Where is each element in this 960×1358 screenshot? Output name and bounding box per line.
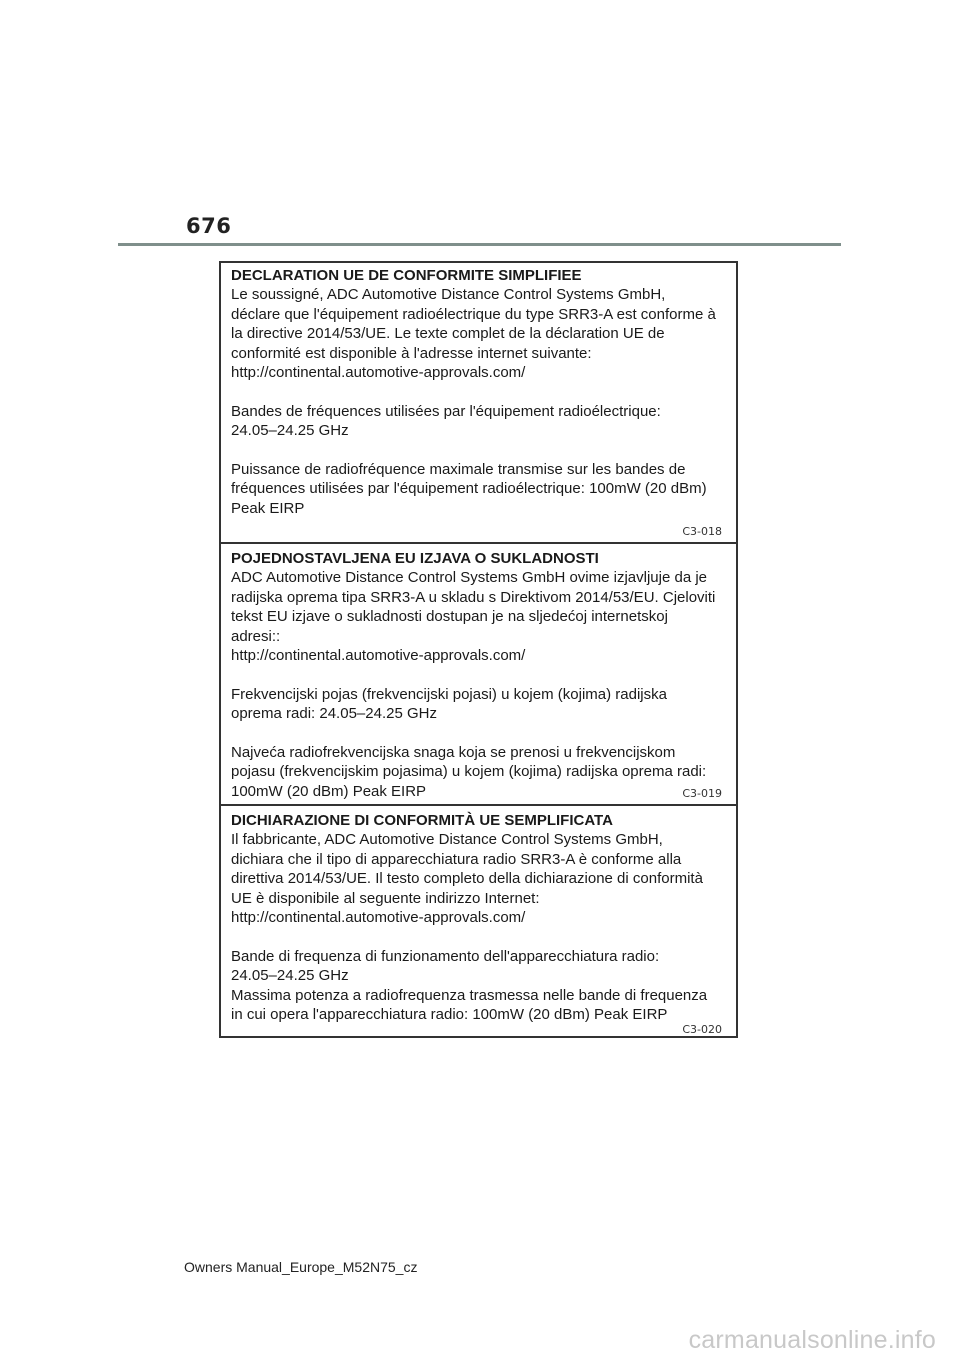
text-line: 24.05–24.25 GHz (231, 967, 349, 985)
section-title: DICHIARAZIONE DI CONFORMITÀ UE SEMPLIFICATA (231, 812, 613, 829)
text-line: tekst EU izjave o sukladnosti dostupan je na sljedećoj internetskoj (231, 608, 668, 626)
text-line: la directive 2014/53/UE. Le texte complet de la déclaration UE de (231, 325, 665, 343)
approval-url: http://continental.automotive-approvals.com/ (231, 364, 526, 382)
text-line: conformité est disponible à l'adresse internet suivante: (231, 344, 592, 362)
frequency-paragraph (231, 947, 728, 986)
reference-code: C3-020 (682, 1023, 722, 1036)
section-content (231, 266, 728, 518)
text-line: 24.05–24.25 GHz (231, 422, 349, 440)
frequency-paragraph (231, 685, 728, 724)
text-line: Najveća radiofrekvencijska snaga koja se prenosi u frekvencijskom (231, 744, 676, 762)
power-paragraph (231, 460, 728, 518)
text-line: in cui opera l'apparecchiatura radio: 100mW (20 dBm) Peak EIRP (231, 1006, 668, 1024)
text-line: dichiara che il tipo di apparecchiatura radio SRR3-A è conforme alla (231, 850, 682, 868)
declaration-section-it (221, 804, 736, 1040)
text-line: Bandes de fréquences utilisées par l'équipement radioélectrique: (231, 402, 661, 420)
page-number: 676 (186, 214, 232, 238)
text-line: Il fabbricante, ADC Automotive Distance Control Systems GmbH, (231, 831, 663, 849)
text-line: fréquences utilisées par l'équipement radioélectrique: 100mW (20 dBm) (231, 480, 707, 498)
reference-code: C3-019 (682, 787, 722, 800)
declaration-section-hr (221, 542, 736, 806)
text-line: ADC Automotive Distance Control Systems GmbH ovime izjavljuje da je (231, 569, 708, 587)
section-content (231, 549, 728, 801)
watermark: carmanualsonline.info (688, 1326, 936, 1354)
approval-url: http://continental.automotive-approvals.com/ (231, 909, 526, 927)
reference-code: C3-018 (682, 525, 722, 538)
text-line: oprema radi: 24.05–24.25 GHz (231, 705, 437, 723)
text-line: déclare que l'équipement radioélectrique du type SRR3-A est conforme à (231, 305, 716, 323)
declaration-paragraph (231, 830, 728, 927)
declaration-paragraph (231, 285, 728, 382)
declaration-section-fr (221, 263, 736, 542)
approval-url: http://continental.automotive-approvals.com/ (231, 647, 526, 665)
power-paragraph (231, 986, 728, 1025)
text-line: adresi:: (231, 627, 281, 645)
text-line: direttiva 2014/53/UE. Il testo completo della dichiarazione di conformità (231, 870, 703, 888)
text-line: UE è disponibile al seguente indirizzo Internet: (231, 889, 540, 907)
text-line: 100mW (20 dBm) Peak EIRP (231, 782, 427, 800)
text-line: pojasu (frekvencijskim pojasima) u kojem (kojima) radijska oprema radi: (231, 763, 707, 781)
footer-manual-id: Owners Manual_Europe_M52N75_cz (184, 1259, 418, 1275)
text-line: Puissance de radiofréquence maximale transmise sur les bandes de (231, 461, 686, 479)
text-line: Le soussigné, ADC Automotive Distance Control Systems GmbH, (231, 286, 666, 304)
section-title: POJEDNOSTAVLJENA EU IZJAVA O SUKLADNOSTI (231, 550, 599, 567)
text-line: Frekvencijski pojas (frekvencijski pojasi) u kojem (kojima) radijska (231, 685, 667, 703)
text-line: radijska oprema tipa SRR3-A u skladu s Direktivom 2014/53/EU. Cjeloviti (231, 588, 716, 606)
declaration-paragraph (231, 568, 728, 665)
frequency-paragraph (231, 402, 728, 441)
text-line: Peak EIRP (231, 499, 305, 517)
section-content (231, 811, 728, 1024)
text-line: Massima potenza a radiofrequenza trasmessa nelle bande di frequenza (231, 986, 708, 1004)
header-rule (118, 243, 841, 246)
section-title: DECLARATION UE DE CONFORMITE SIMPLIFIEE (231, 267, 582, 284)
text-line: Bande di frequenza di funzionamento dell'apparecchiatura radio: (231, 947, 660, 965)
power-paragraph (231, 743, 728, 801)
declaration-box (219, 261, 738, 1038)
